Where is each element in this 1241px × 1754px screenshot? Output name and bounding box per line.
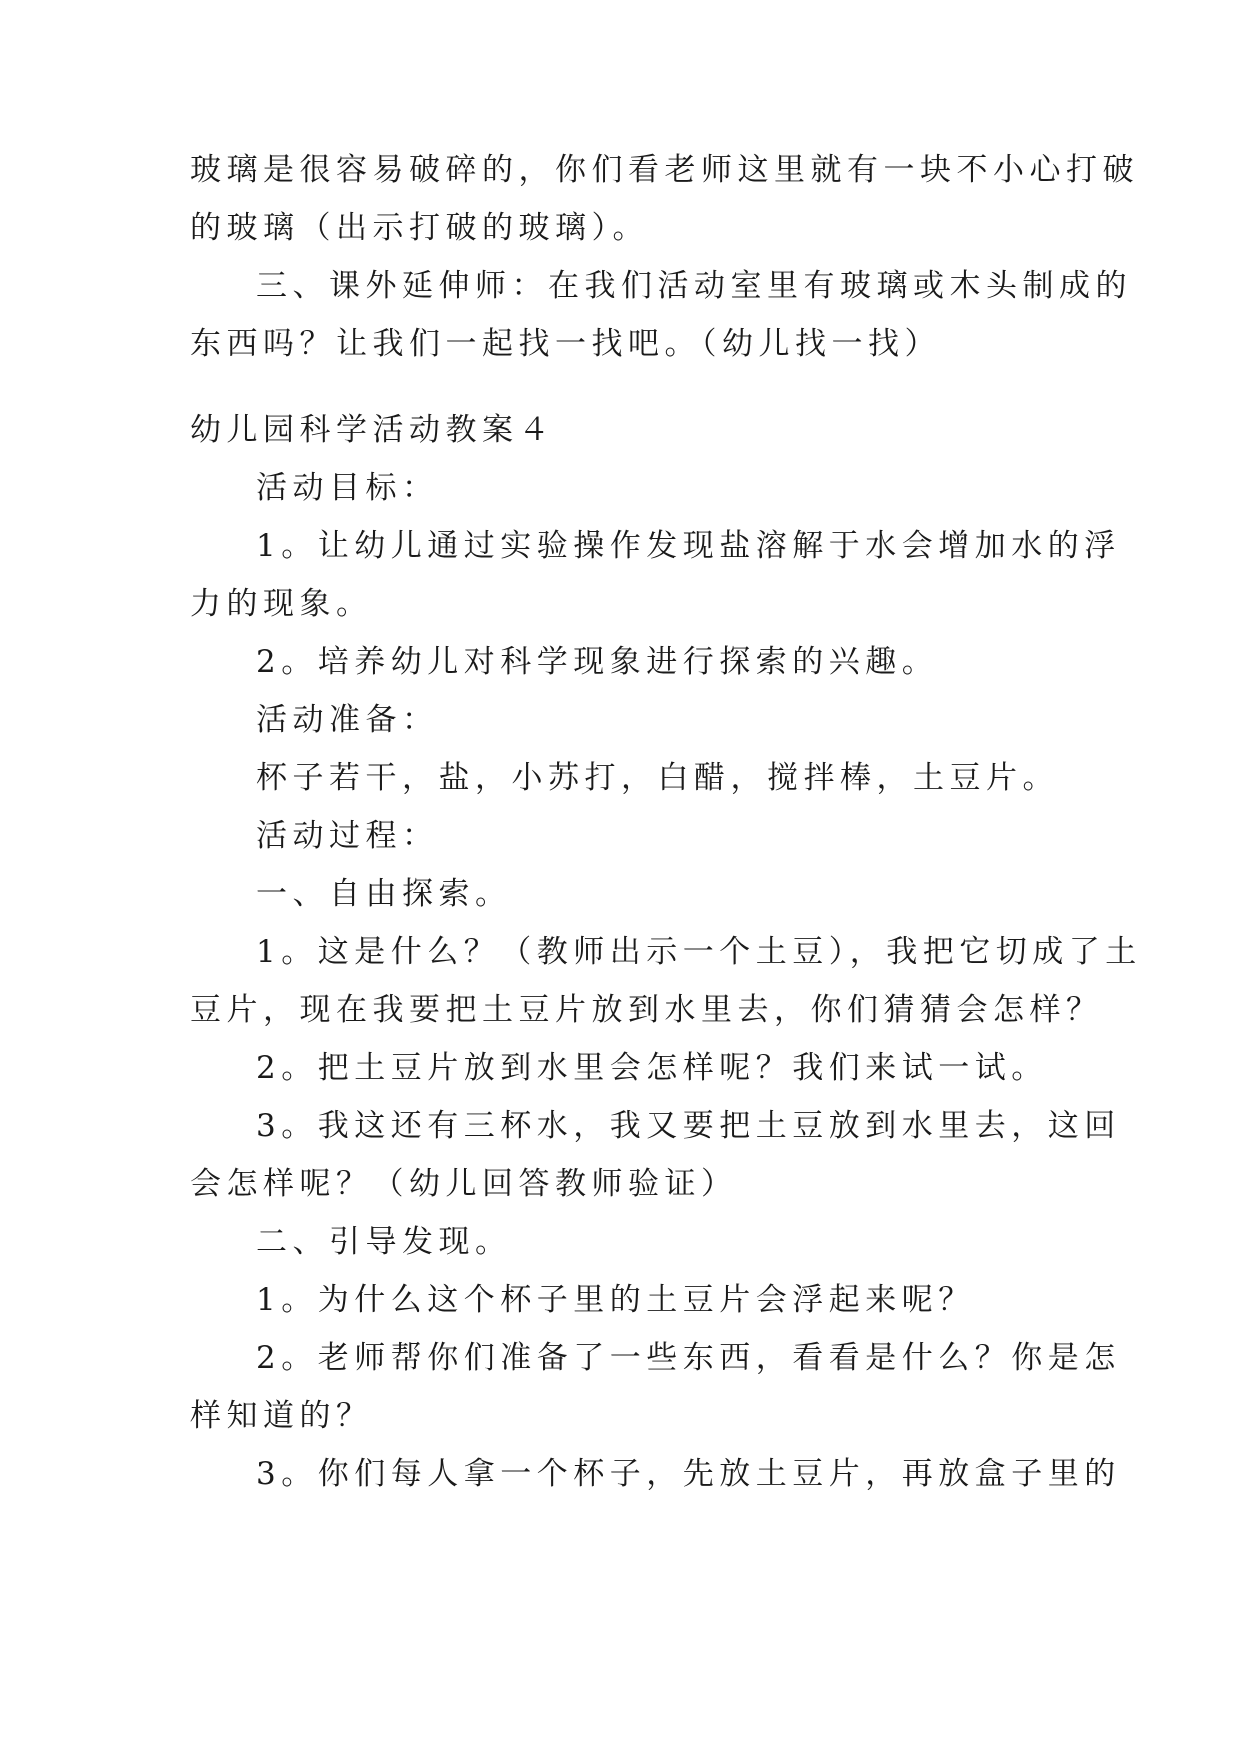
- section-heading-2: 二、引导发现。: [256, 1224, 512, 1260]
- text-line: 2。把土豆片放到水里会怎样呢？我们来试一试。: [256, 1050, 1048, 1086]
- text-line: 东西吗？让我们一起找一找吧。（幼儿找一找）: [190, 326, 941, 362]
- text-line: 2。培养幼儿对科学现象进行探索的兴趣。: [256, 644, 939, 680]
- text-line: 玻璃是很容易破碎的，你们看老师这里就有一块不小心打破: [190, 152, 1139, 188]
- subheading-process: 活动过程：: [256, 818, 439, 854]
- lesson-title: 幼儿园科学活动教案４: [190, 412, 555, 448]
- text-line: 2。老师帮你们准备了一些东西，看看是什么？你是怎: [256, 1340, 1121, 1376]
- text-line: 豆片，现在我要把土豆片放到水里去，你们猜猜会怎样？: [190, 992, 1103, 1028]
- section-heading-3: 三、课外延伸师：在我们活动室里有玻璃或木头制成的: [256, 268, 1132, 304]
- text-line: 3。你们每人拿一个杯子，先放土豆片，再放盒子里的: [256, 1456, 1121, 1492]
- text-line: 3。我这还有三杯水，我又要把土豆放到水里去，这回: [256, 1108, 1121, 1144]
- text-line: 1。为什么这个杯子里的土豆片会浮起来呢？: [256, 1282, 975, 1318]
- subheading-preparation: 活动准备：: [256, 702, 439, 738]
- text-line: 1。这是什么？（教师出示一个土豆），我把它切成了土: [256, 934, 1142, 970]
- text-line: 杯子若干，盐，小苏打，白醋，搅拌棒，土豆片。: [256, 760, 1059, 796]
- text-line: 1。让幼儿通过实验操作发现盐溶解于水会增加水的浮: [256, 528, 1121, 564]
- text-line: 会怎样呢？（幼儿回答教师验证）: [190, 1166, 738, 1202]
- text-line: 样知道的？: [190, 1398, 373, 1434]
- text-line: 的玻璃（出示打破的玻璃）。: [190, 210, 649, 246]
- subheading-goals: 活动目标：: [256, 470, 439, 506]
- text-line: 力的现象。: [190, 586, 373, 622]
- section-heading-1: 一、自由探索。: [256, 876, 512, 912]
